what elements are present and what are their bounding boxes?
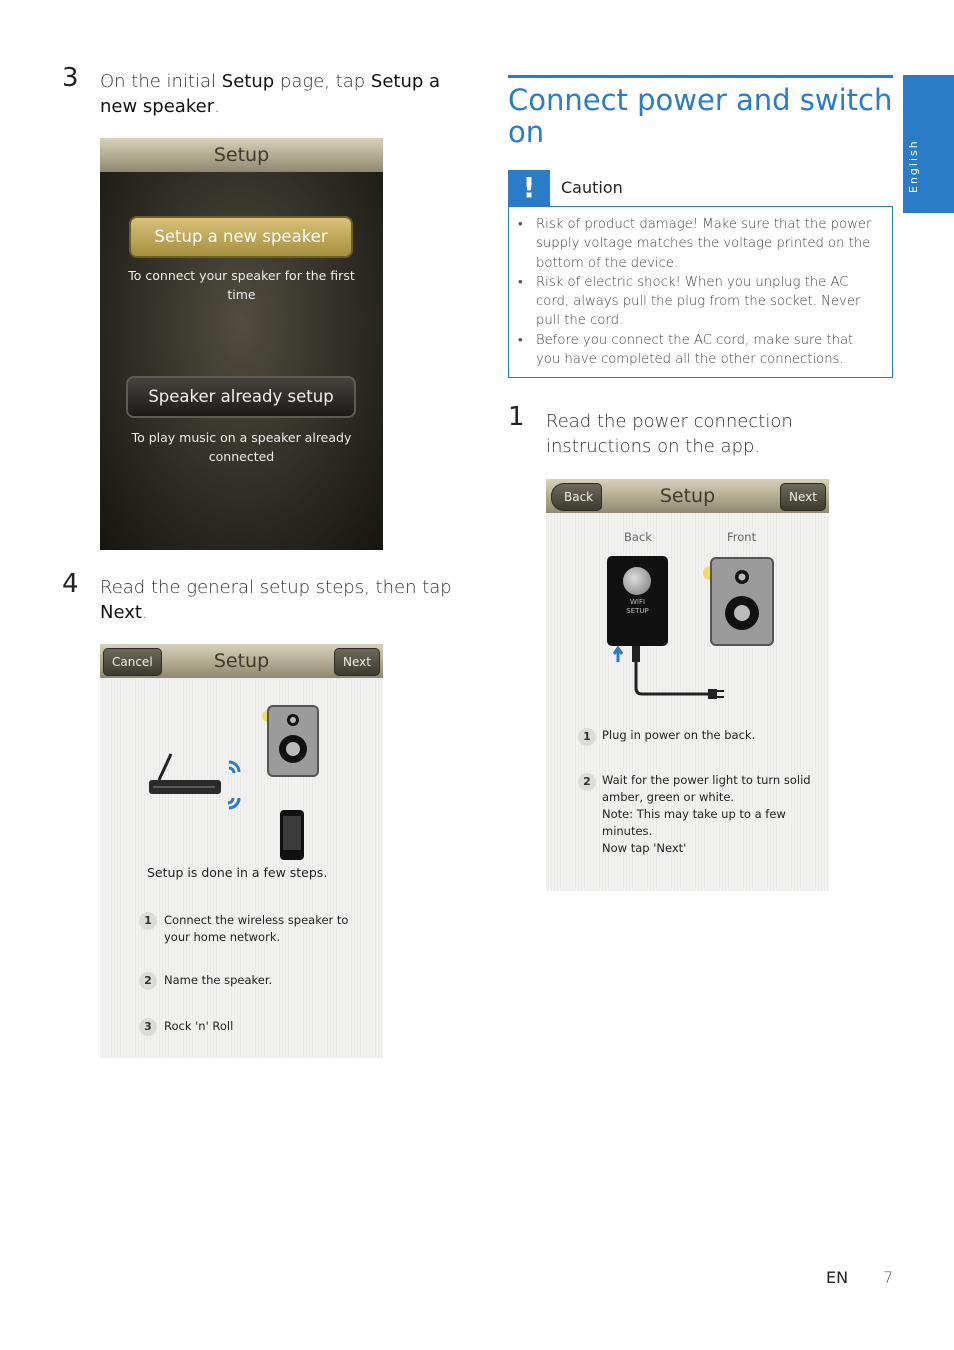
step-4-text: Read the general setup steps, then tap Next. bbox=[100, 577, 452, 623]
caution-title: Caution bbox=[561, 178, 623, 197]
next-button[interactable]: Next bbox=[780, 483, 826, 511]
step-4-number: 4 bbox=[62, 569, 79, 599]
power-cable-icon bbox=[606, 644, 736, 704]
already-setup-caption: To play music on a speaker already connected bbox=[131, 430, 352, 464]
language-label: English bbox=[907, 139, 920, 193]
cancel-button[interactable]: Cancel bbox=[103, 648, 162, 676]
list-item-number: 2 bbox=[578, 773, 596, 791]
speaker-already-setup-button[interactable]: Speaker already setup bbox=[126, 376, 356, 418]
setup-summary: Setup is done in a few steps. bbox=[147, 865, 328, 880]
list-item: Rock 'n' Roll bbox=[164, 1019, 234, 1033]
speaker-icon bbox=[260, 702, 322, 780]
exclamation-icon: ! bbox=[508, 170, 550, 206]
step-1-text: Read the power connection instructions on the app. bbox=[546, 411, 793, 457]
list-item-number: 3 bbox=[139, 1018, 157, 1036]
caution-item: • Risk of electric shock! When you unplug the AC cord, always pull the plug from the socket. Never pull the cord. bbox=[536, 273, 872, 331]
footer-language: EN bbox=[826, 1268, 849, 1287]
speaker-back-icon bbox=[607, 556, 668, 646]
setup-steps-screen bbox=[100, 644, 383, 1058]
router-icon bbox=[145, 750, 245, 820]
page-number: 7 bbox=[883, 1268, 894, 1287]
wifi-setup-button-icon bbox=[623, 567, 651, 595]
caution-item: • Risk of product damage! Make sure that the power supply voltage matches the voltage printed on the bottom of the device. bbox=[536, 215, 872, 273]
list-item: Plug in power on the back. bbox=[602, 728, 756, 742]
step-3-number: 3 bbox=[62, 63, 79, 93]
list-item-number: 2 bbox=[139, 972, 157, 990]
list-item-number: 1 bbox=[139, 912, 157, 930]
setup-new-caption: To connect your speaker for the first time bbox=[128, 268, 355, 302]
speaker-front-icon bbox=[701, 555, 776, 651]
back-view-label: Back bbox=[624, 530, 652, 544]
step-3-text: On the initial Setup page, tap Setup a new speaker. bbox=[100, 71, 441, 117]
caution-header bbox=[508, 170, 893, 206]
list-item: Connect the wireless speaker to your home network. bbox=[164, 913, 349, 944]
step-1-number: 1 bbox=[508, 402, 525, 432]
power-setup-screen bbox=[546, 479, 829, 891]
list-item-number: 1 bbox=[578, 728, 596, 746]
screen-title: Setup bbox=[100, 644, 383, 678]
screen-title: Setup bbox=[546, 479, 829, 513]
list-item: Name the speaker. bbox=[164, 973, 273, 987]
caution-box bbox=[508, 206, 893, 378]
language-tab bbox=[903, 75, 954, 213]
screen-title: Setup bbox=[100, 138, 383, 172]
smartphone-icon bbox=[278, 809, 306, 861]
heading-rule bbox=[508, 75, 893, 78]
wifi-setup-label: WIFI SETUP bbox=[626, 598, 649, 615]
list-item: Wait for the power light to turn solid amber, green or white. Note: This may take up to a few minutes. Now tap 'Next' bbox=[602, 773, 811, 855]
setup-screen-dark bbox=[100, 138, 383, 550]
back-button[interactable]: Back bbox=[551, 483, 602, 511]
section-heading: Connect power and switch on bbox=[508, 83, 893, 149]
front-view-label: Front bbox=[727, 530, 757, 544]
setup-new-speaker-button[interactable]: Setup a new speaker bbox=[129, 216, 353, 258]
next-button[interactable]: Next bbox=[334, 648, 380, 676]
caution-item: • Before you connect the AC cord, make sure that you have completed all the other connections. bbox=[536, 331, 872, 370]
